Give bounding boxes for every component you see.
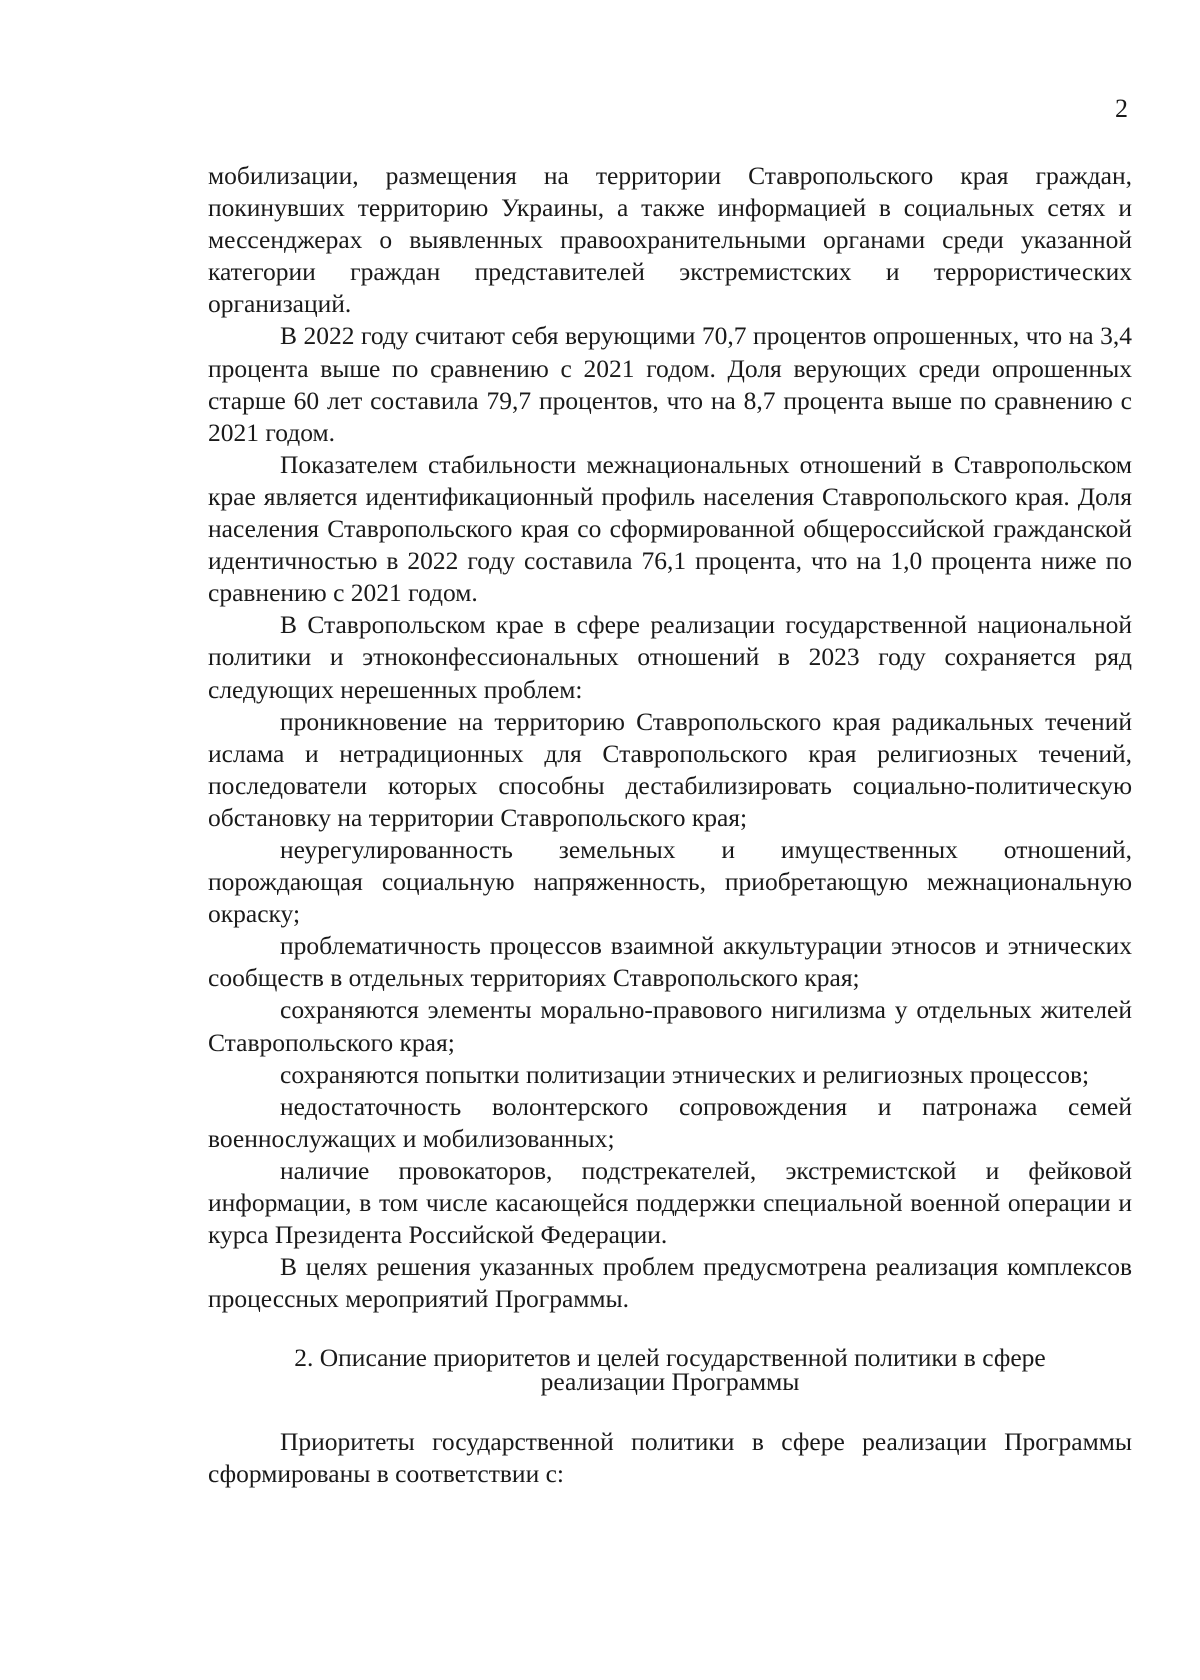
paragraph-priorities: Приоритеты государственной политики в сфере реализации Программы сформированы в соответствии с: (208, 1427, 1132, 1489)
section-heading-line-2: реализации Программы (540, 1367, 800, 1397)
paragraph-unresolved-problems-intro: В Ставропольском крае в сфере реализации государственной национальной политики и этноконфессиональных отношений в 2023 году сохраняется ряд следующих нерешенных проблем: (208, 610, 1132, 704)
list-item-legal-nihilism: сохраняются элементы морально-правового нигилизма у отдельных жителей Ставропольского края; (208, 995, 1132, 1057)
list-item-politicization: сохраняются попытки политизации этнических и религиозных процессов; (280, 1059, 1090, 1089)
list-item-volunteer-support: недостаточность волонтерского сопровождения и патронажа семей военнослужащих и мобилизованных; (208, 1091, 1132, 1153)
list-item-provocateurs: наличие провокаторов, подстрекателей, экстремистской и фейковой информации, в том числе касающейся поддержки специальной военной операции и курса Президента Российской Федерации. (208, 1155, 1132, 1250)
paragraph-believers-statistics: В 2022 году считают себя верующими 70,7 процентов опрошенных, что на 3,4 процента выше по сравнению с 2021 годом. Доля верующих среди опрошенных старше 60 лет составила 79,7 процентов, что на 8,7 процента выше по сравнению с 2021 годом. (208, 321, 1132, 447)
section-heading-line-1: 2. Описание приоритетов и целей государственной политики в сфере (294, 1343, 1046, 1373)
paragraph-civic-identity: Показателем стабильности межнациональных отношений в Ставропольском крае является идентификационный профиль населения Ставропольского края. Доля населения Ставропольского края со сформированной общероссийской гражданской идентичностью в 2022 году составила 76,1 процента, что на 1,0 процента ниже по сравнению с 2021 годом. (208, 449, 1132, 608)
section-heading (208, 1343, 1132, 1397)
paragraph-solution-measures: В целях решения указанных проблем предусмотрена реализация комплексов процессных мероприятий Программы. (208, 1252, 1132, 1314)
paragraph-continuation: мобилизации, размещения на территории Ставропольского края граждан, покинувших территорию Украины, а также информацией в социальных сетях и мессенджерах о выявленных правоохранительными органами среди указанной категории граждан представителей экстремистских и террористических организаций. (208, 161, 1132, 319)
list-item-land-relations: неурегулированность земельных и имущественных отношений, порождающая социальную напряженность, приобретающую межнациональную окраску; (208, 834, 1132, 929)
page-number: 2 (1115, 94, 1128, 123)
list-item-radical-movements: проникновение на территорию Ставропольского края радикальных течений ислама и нетрадиционных для Ставропольского края религиозных течений, последователи которых способны дестабилизировать социально-политическую обстановку на территории Ставропольского края; (208, 706, 1132, 832)
document-body (208, 160, 1132, 1491)
list-item-acculturation: проблематичность процессов взаимной аккультурации этносов и этнических сообществ в отдельных территориях Ставропольского края; (208, 931, 1132, 993)
